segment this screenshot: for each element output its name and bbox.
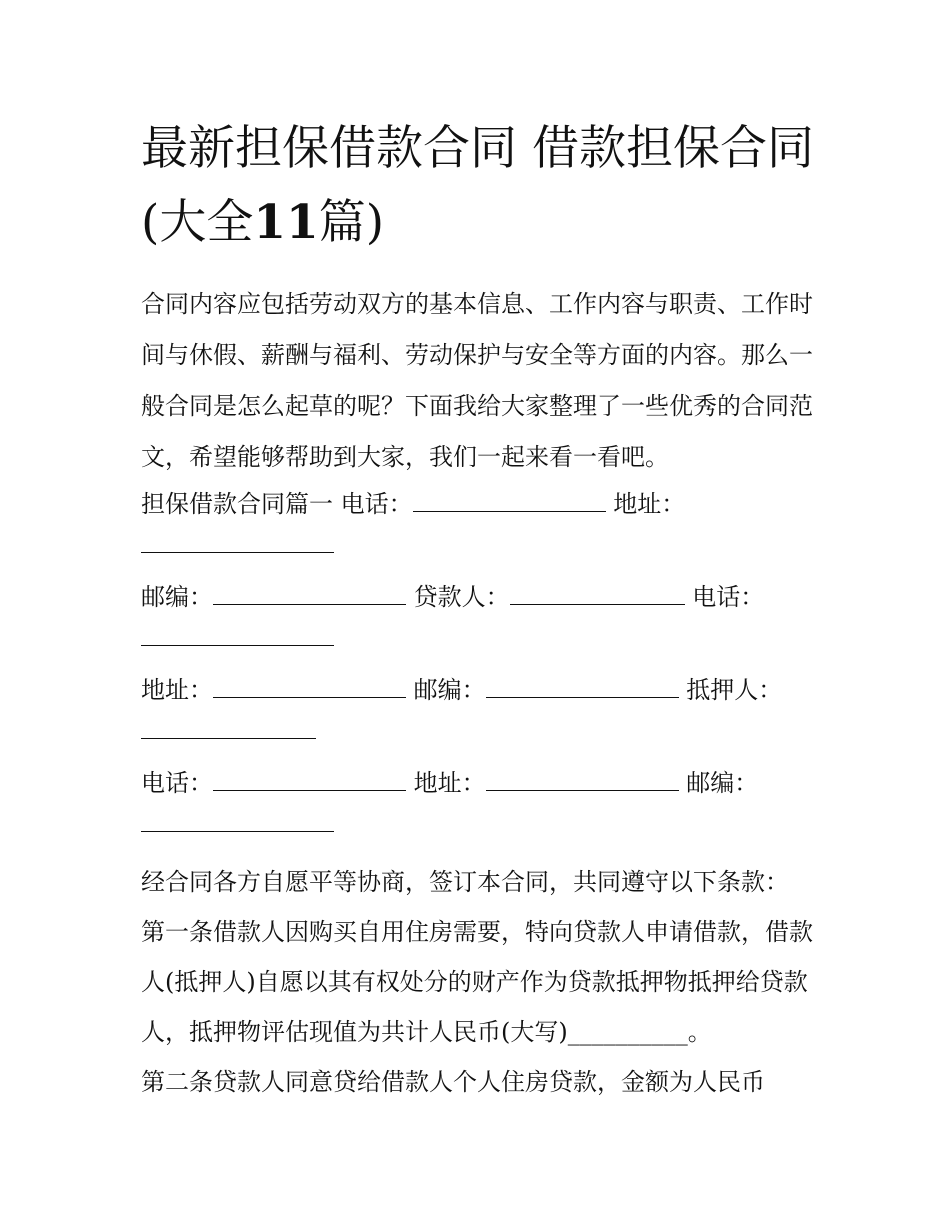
party-row-3 bbox=[141, 670, 782, 710]
party-row-3-cont bbox=[141, 711, 316, 751]
lender-blank bbox=[510, 582, 685, 605]
body-paragraph: 第一条借款人因购买自用住房需要，特向贷款人申请借款，借款人(抵押人)自愿以其有权处分的财产作为贷款抵押物抵押给贷款人，抵押物评估现值为共计人民币(大写)__________。 bbox=[141, 918, 813, 1046]
lender-address-blank bbox=[213, 675, 406, 698]
address-label: 地址： bbox=[613, 490, 686, 518]
mortgagor-postcode-label: 邮编： bbox=[686, 769, 759, 797]
title-number: 11 bbox=[253, 195, 319, 250]
lender-postcode-blank bbox=[486, 675, 679, 698]
title-text-part1: 最新担保借款合同 借款担保合同(大全 bbox=[141, 121, 814, 250]
party-row-1-cont bbox=[141, 525, 334, 565]
body-paragraph: 第二条贷款人同意贷给借款人个人住房贷款，金额为人民币 bbox=[141, 1068, 765, 1096]
mortgagor-postcode-blank bbox=[141, 809, 334, 832]
mortgagor-blank bbox=[141, 716, 316, 739]
lender-phone-blank bbox=[141, 623, 334, 646]
party-row-4-cont bbox=[141, 804, 334, 844]
contract-heading-phone-label: 担保借款合同篇一 电话： bbox=[141, 490, 413, 518]
party-row-4 bbox=[141, 763, 758, 803]
mortgagor-address-blank bbox=[486, 768, 679, 791]
phone-blank bbox=[413, 489, 606, 512]
document-title bbox=[141, 112, 821, 260]
intro-paragraph: 合同内容应包括劳动双方的基本信息、工作内容与职责、工作时间与休假、薪酬与福利、劳动保护与安全等方面的内容。那么一般合同是怎么起草的呢？下面我给大家整理了一些优秀的合同范文，希望能够帮助到大家，我们一起来看一看吧。 bbox=[141, 290, 813, 471]
lender-phone-label: 电话： bbox=[692, 583, 765, 611]
party-row-2-cont bbox=[141, 618, 334, 658]
mortgagor-phone-label: 电话： bbox=[141, 769, 213, 797]
address-blank bbox=[141, 530, 334, 553]
mortgagor-address-label: 地址： bbox=[413, 769, 486, 797]
party-row-1 bbox=[141, 484, 685, 524]
contract-body bbox=[141, 857, 821, 1107]
postcode-label: 邮编： bbox=[141, 583, 213, 611]
title-text-part2: 篇) bbox=[318, 195, 385, 250]
body-paragraph: 经合同各方自愿平等协商，签订本合同，共同遵守以下条款： bbox=[141, 868, 789, 896]
lender-label: 贷款人： bbox=[413, 583, 510, 611]
mortgagor-phone-blank bbox=[213, 768, 406, 791]
postcode-blank bbox=[213, 582, 406, 605]
mortgagor-label: 抵押人： bbox=[686, 676, 783, 704]
lender-postcode-label: 邮编： bbox=[413, 676, 486, 704]
party-row-2 bbox=[141, 577, 764, 617]
lender-address-label: 地址： bbox=[141, 676, 213, 704]
